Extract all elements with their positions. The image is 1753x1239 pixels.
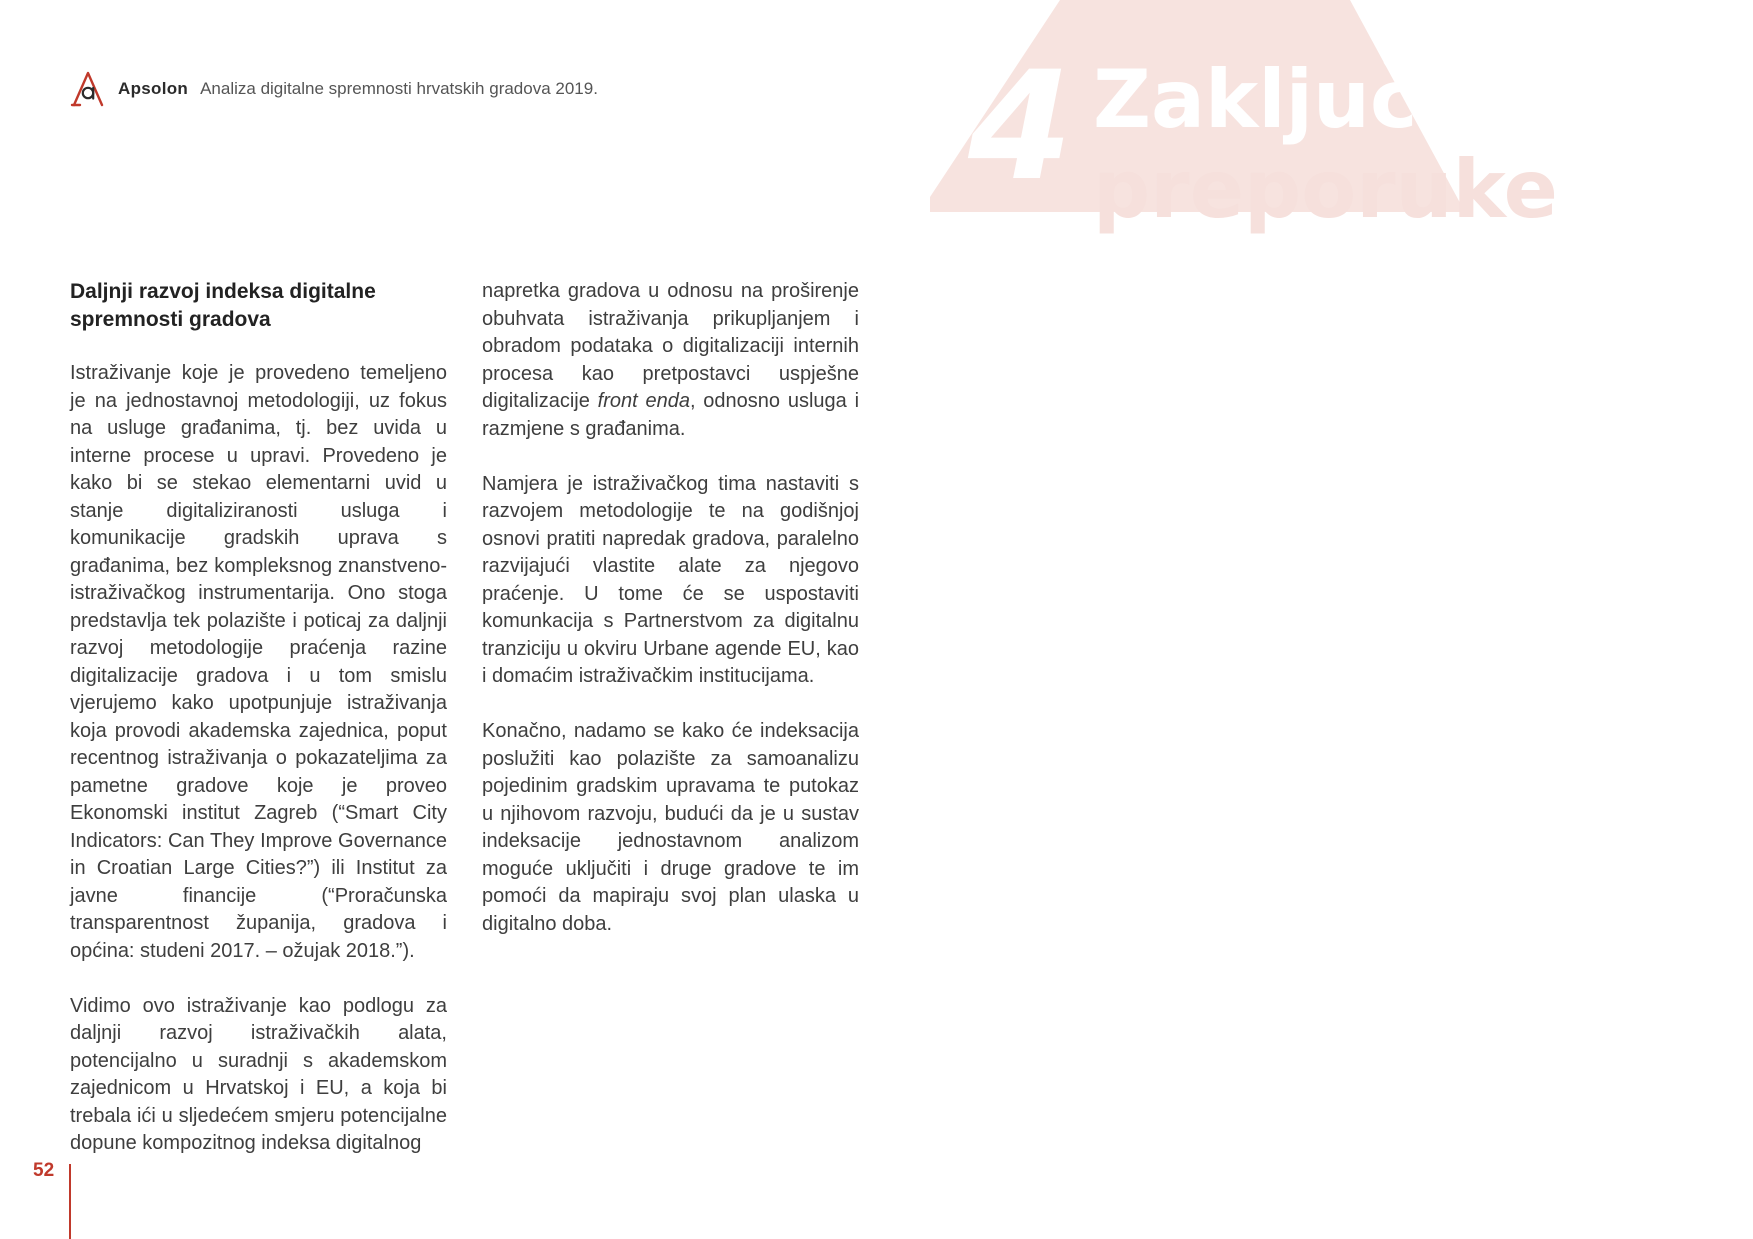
right-column bbox=[482, 278, 859, 966]
brand-name: Apsolon bbox=[118, 79, 189, 98]
left-column bbox=[70, 278, 447, 1185]
chapter-title bbox=[1093, 55, 1558, 235]
chapter-title-line-1: Zaključci i bbox=[1093, 53, 1548, 146]
report-title: Analiza digitalne spremnosti hrvatskih gradova 2019. bbox=[200, 79, 598, 98]
paragraph bbox=[482, 278, 859, 443]
paragraph: Istraživanje koje je provedeno temeljeno je na jednostavnoj metodologiji, uz fokus na usluge građanima, tj. bez uvida u interne procese u upravi. Provedeno je kako bi se stekao elementarni uvid u stanje digitaliziranosti usluga i komunikacije gradskih uprava s građanima, bez kompleksnog znanstveno-istraživačkog instrumentarija. Ono stoga predstavlja tek polazište i poticaj za daljnji razvoj metodologije praćenja razine digitalizacije gradova i u tom smislu vjerujemo kako upotpunjuje istraživanja koja provodi akademska zajednica, poput recentnog istraživanja o pokazateljima za pametne gradove koje je proveo Ekonomski institut Zagreb (“Smart City Indicators: Can They Improve Governance in Croatian Large Cities?”) ili Institut za javne financije (“Proračunska transparentnost županija, gradova i općina: studeni 2017. – ožujak 2018.”). bbox=[70, 362, 447, 962]
footer-rule bbox=[69, 1164, 71, 1239]
chapter-title-line-2: preporuke bbox=[1093, 143, 1558, 236]
page-number: 52 bbox=[33, 1160, 55, 1181]
paragraph: Vidimo ovo istraživanje kao podlogu za daljnji razvoj istraživačkih alata, potencijalno u suradnji s akademskom zajednicom u Hrvatskoj i EU, a koja bi trebala ići u sljedećem smjeru potencijalne dopune kompozitnog indeksa digitalnog bbox=[70, 994, 447, 1154]
emphasis-text: front enda bbox=[597, 390, 690, 412]
paragraph: Namjera je istraživačkog tima nastaviti s razvojem metodologije te na godišnjoj osnovi pratiti napredak gradova, paralelno razvijajući vlastite alate za njegovo praćenje. U tome će se uspostaviti komunkacija s Partnerstvom za digitalnu tranziciju u okviru Urbane agende EU, kao i domaćim istraživačkim institucijama. bbox=[482, 472, 859, 687]
paragraph-text: napretka gradova u odnosu na proširenje obuhvata istraživanja prikupljanjem i obradom podataka o digitalizaciji internih procesa kao pretpostavci uspješne digitalizacije bbox=[482, 280, 859, 412]
page-header bbox=[70, 68, 598, 110]
chapter-number: 4 bbox=[968, 40, 1073, 214]
section-heading: Daljnji razvoj indeksa digitalne spremnosti gradova bbox=[70, 280, 376, 331]
paragraph-text: , odnosno usluga i razmjene s građanima. bbox=[482, 390, 860, 440]
apsolon-logo-icon bbox=[70, 69, 106, 109]
paragraph: Konačno, nadamo se kako će indeksacija poslužiti kao polazište za samoanalizu pojedinim gradskim upravama te putokaz u njihovom razvoju, budući da je u sustav indeksacije jednostavnom analizom moguće uključiti i druge gradove te im pomoći da mapiraju svoj plan ulaska u digitalno doba. bbox=[482, 720, 859, 935]
